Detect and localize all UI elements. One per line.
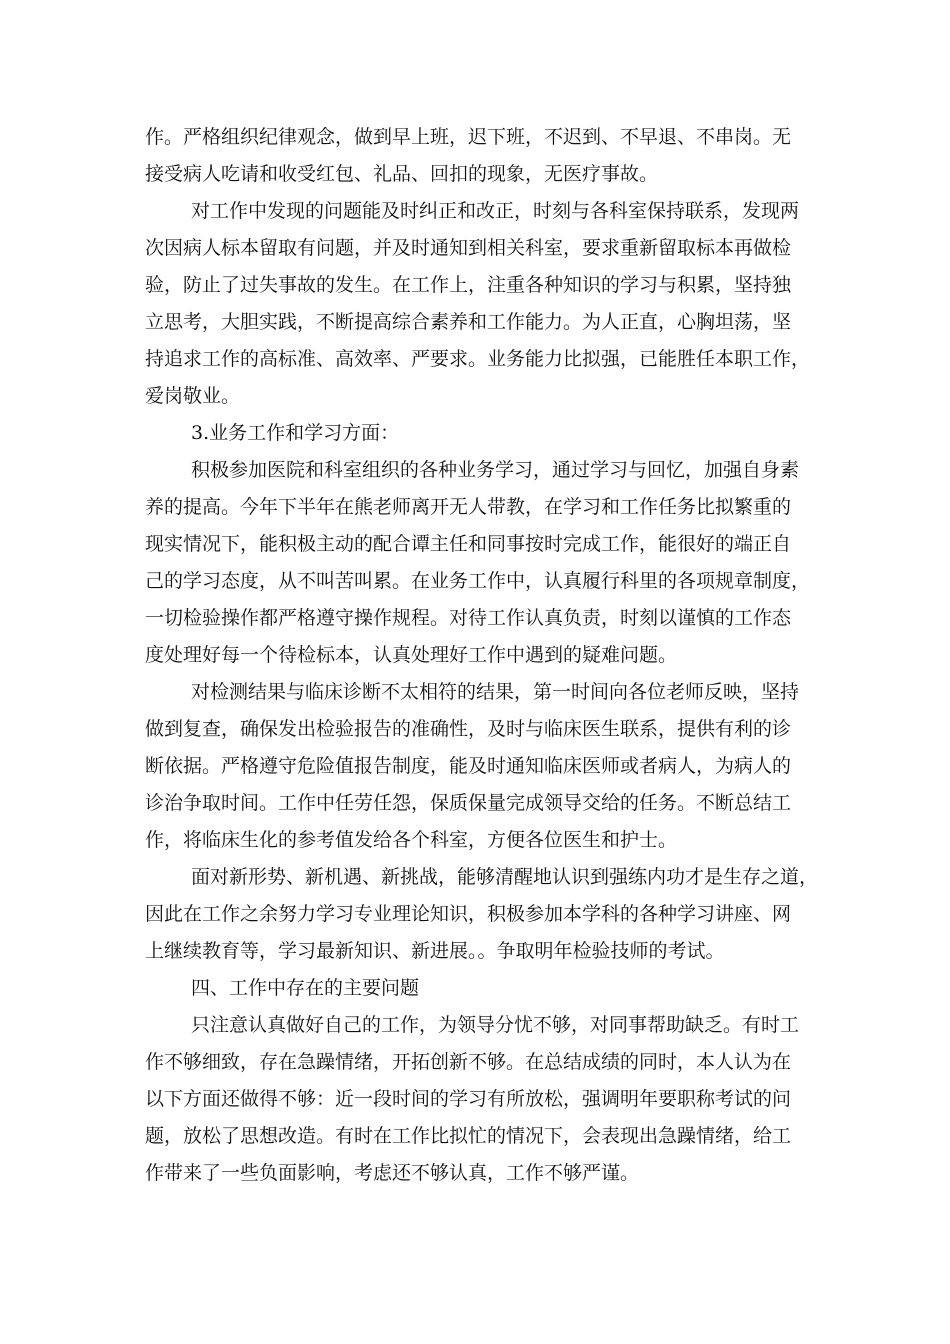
body-line-text: 持追求工作的高标准、高效率、严要求。业务能力比拟强，已能胜任本职工作， [145,348,811,370]
body-line-text: 验，防止了过失事故的发生。在工作上，注重各种知识的学习与积累，坚持独 [145,274,792,296]
body-line [0,895,950,933]
body-line [0,229,950,267]
body-line-text: 做到复查，确保发出检验报告的准确性，及时与临床医生联系，提供有利的诊 [145,718,792,740]
body-line-text: 以下方面还做得不够：近一段时间的学习有所放松，强调明年要职称考试的问 [145,1088,792,1110]
body-line [0,821,950,859]
body-line-text: 作不够细致，存在急躁情绪，开拓创新不够。在总结成绩的同时，本人认为在 [145,1051,792,1073]
body-line [0,1117,950,1155]
paragraph-first-line [0,192,950,230]
body-line-text: 作。严格组织纪律观念，做到早上班，迟下班，不迟到、不早退、不串岗。无 [145,126,792,148]
body-line [0,266,950,304]
body-line-text: 养的提高。今年下半年在熊老师离开无人带教，在学习和工作任务比拟繁重的 [145,496,792,518]
body-line [0,118,950,156]
body-line [0,1154,950,1192]
body-line-text: 只注意认真做好自己的工作，为领导分忧不够，对同事帮助缺乏。有时工 [191,1014,800,1036]
body-line-text: 积极参加医院和科室组织的各种业务学习，通过学习与回忆，加强自身素 [191,459,800,481]
body-line [0,747,950,785]
paragraph-first-line [0,673,950,711]
body-line [0,303,950,341]
body-line [0,1080,950,1118]
body-line [0,1043,950,1081]
body-line-text: 断依据。严格遵守危险值报告制度，能及时通知临床医师或者病人，为病人的 [145,755,792,777]
body-line [0,340,950,378]
section-heading [0,414,950,452]
paragraph-first-line [0,451,950,489]
body-line-text: 诊治争取时间。工作中任劳任怨，保质保量完成领导交给的任务。不断总结工 [145,792,792,814]
body-line-text: 一切检验操作都严格遵守操作规程。对待工作认真负责，时刻以谨慎的工作态 [145,607,792,629]
body-line [0,636,950,674]
body-line [0,784,950,822]
body-line-text: 面对新形势、新机遇、新挑战，能够清醒地认识到强练内功才是生存之道， [191,866,819,888]
body-line-text: 度处理好每一个待检标本，认真处理好工作中遇到的疑难问题。 [145,644,678,666]
body-line [0,525,950,563]
body-line [0,932,950,970]
paragraph-first-line [0,858,950,896]
section-heading-text: 四、工作中存在的主要问题 [191,977,420,999]
body-line [0,599,950,637]
body-line-text: 次因病人标本留取有问题，并及时通知到相关科室，要求重新留取标本再做检 [145,237,792,259]
body-line-text: 爱岗敬业。 [145,385,241,407]
body-line-text: 题，放松了思想改造。有时在工作比拟忙的情况下，会表现出急躁情绪，给工 [145,1125,792,1147]
body-line-text: 作带来了一些负面影响，考虑还不够认真，工作不够严谨。 [145,1162,640,1184]
body-line-text: 作，将临床生化的参考值发给各个科室，方便各位医生和护士。 [145,829,678,851]
section-heading [0,969,950,1007]
body-line [0,488,950,526]
body-line [0,155,950,193]
body-line-text: 因此在工作之余努力学习专业理论知识，积极参加本学科的各种学习讲座、网 [145,903,792,925]
body-line [0,377,950,415]
body-line-text: 己的学习态度，从不叫苦叫累。在业务工作中，认真履行科里的各项规章制度， [145,570,811,592]
body-line-text: 对检测结果与临床诊断不太相符的结果，第一时间向各位老师反映，坚持 [191,681,800,703]
section-heading-text: 3.业务工作和学习方面： [191,422,400,444]
body-line [0,710,950,748]
body-line-text: 上继续教育等，学习最新知识、新进展。。争取明年检验技师的考试。 [145,940,725,962]
paragraph-first-line [0,1006,950,1044]
body-line [0,562,950,600]
body-line-text: 立思考，大胆实践，不断提高综合素养和工作能力。为人正直，心胸坦荡，坚 [145,311,792,333]
body-line-text: 现实情况下，能积极主动的配合谭主任和同事按时完成工作，能很好的端正自 [145,533,792,555]
body-line-text: 接受病人吃请和收受红包、礼品、回扣的现象，无医疗事故。 [145,163,659,185]
body-line-text: 对工作中发现的问题能及时纠正和改正，时刻与各科室保持联系，发现两 [191,200,800,222]
